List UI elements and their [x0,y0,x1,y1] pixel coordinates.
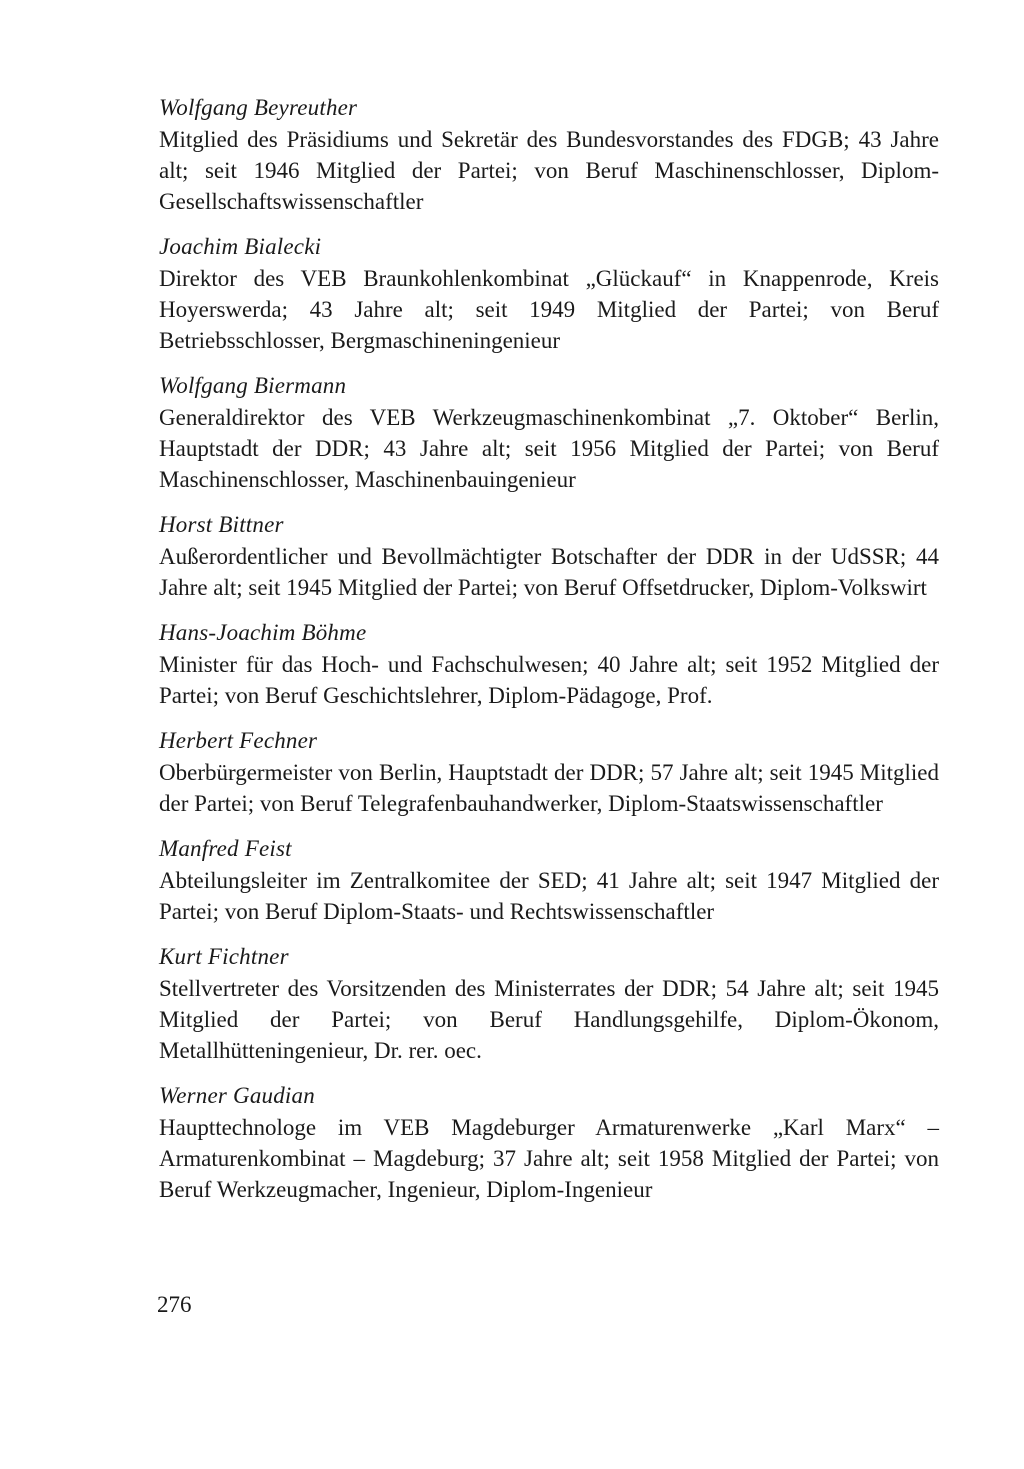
entry-bialecki [159,231,939,356]
entry-gaudian [159,1080,939,1205]
person-name: Wolfgang Biermann [159,373,347,398]
person-name: Hans-Joachim Böhme [159,620,367,645]
person-description: Abteilungsleiter im Zentralkomitee der SED; 41 Jahre alt; seit 1947 Mitglied der Partei; von Beruf Diplom-Staats- und Rechtswissenschaftler [159,868,939,924]
person-description: Generaldirektor des VEB Werkzeugmaschinenkombinat „7. Oktober“ Berlin, Hauptstadt der DDR; 43 Jahre alt; seit 1956 Mitglied der Partei; von Beruf Maschinenschlosser, Maschinenbauingenieur [159,405,939,492]
document-body [159,92,939,1219]
person-name: Kurt Fichtner [159,944,289,969]
person-name: Manfred Feist [159,836,292,861]
entry-boehme [159,617,939,711]
person-description: Mitglied des Präsidiums und Sekretär des Bundesvorstandes des FDGB; 43 Jahre alt; seit 1946 Mitglied der Partei; von Beruf Maschinenschlosser, Diplom-Gesellschaftswissenschaftler [159,127,939,214]
person-description: Oberbürgermeister von Berlin, Hauptstadt der DDR; 57 Jahre alt; seit 1945 Mitglied der Partei; von Beruf Telegrafenbauhandwerker, Diplom-Staatswissenschaftler [159,760,939,816]
entry-biermann [159,370,939,495]
person-name: Werner Gaudian [159,1083,315,1108]
person-description: Stellvertreter des Vorsitzenden des Ministerrates der DDR; 54 Jahre alt; seit 1945 Mitglied der Partei; von Beruf Handlungsgehilfe, Diplom-Ökonom, Metallhütteningenieur, Dr. rer. oec. [159,976,939,1063]
person-name: Joachim Bialecki [159,234,322,259]
entry-bittner [159,509,939,603]
person-description: Direktor des VEB Braunkohlenkombinat „Glückauf“ in Knappenrode, Kreis Hoyerswerda; 43 Jahre alt; seit 1949 Mitglied der Partei; von Beruf Betriebsschlosser, Bergmaschineningenieur [159,266,939,353]
entry-beyreuther [159,92,939,217]
person-name: Horst Bittner [159,512,284,537]
person-name: Herbert Fechner [159,728,318,753]
person-name: Wolfgang Beyreuther [159,95,358,120]
person-description: Außerordentlicher und Bevollmächtigter Botschafter der DDR in der UdSSR; 44 Jahre alt; seit 1945 Mitglied der Partei; von Beruf Offsetdrucker, Diplom-Volkswirt [159,544,939,600]
person-description: Minister für das Hoch- und Fachschulwesen; 40 Jahre alt; seit 1952 Mitglied der Partei; von Beruf Geschichtslehrer, Diplom-Pädagoge, Prof. [159,652,939,708]
entry-fichtner [159,941,939,1066]
person-description: Haupttechnologe im VEB Magdeburger Armaturenwerke „Karl Marx“ – Armaturenkombinat – Magdeburg; 37 Jahre alt; seit 1958 Mitglied der Partei; von Beruf Werkzeugmacher, Ingenieur, Diplom-Ingenieur [159,1115,939,1202]
entry-fechner [159,725,939,819]
entry-feist [159,833,939,927]
page-number: 276 [157,1292,192,1317]
